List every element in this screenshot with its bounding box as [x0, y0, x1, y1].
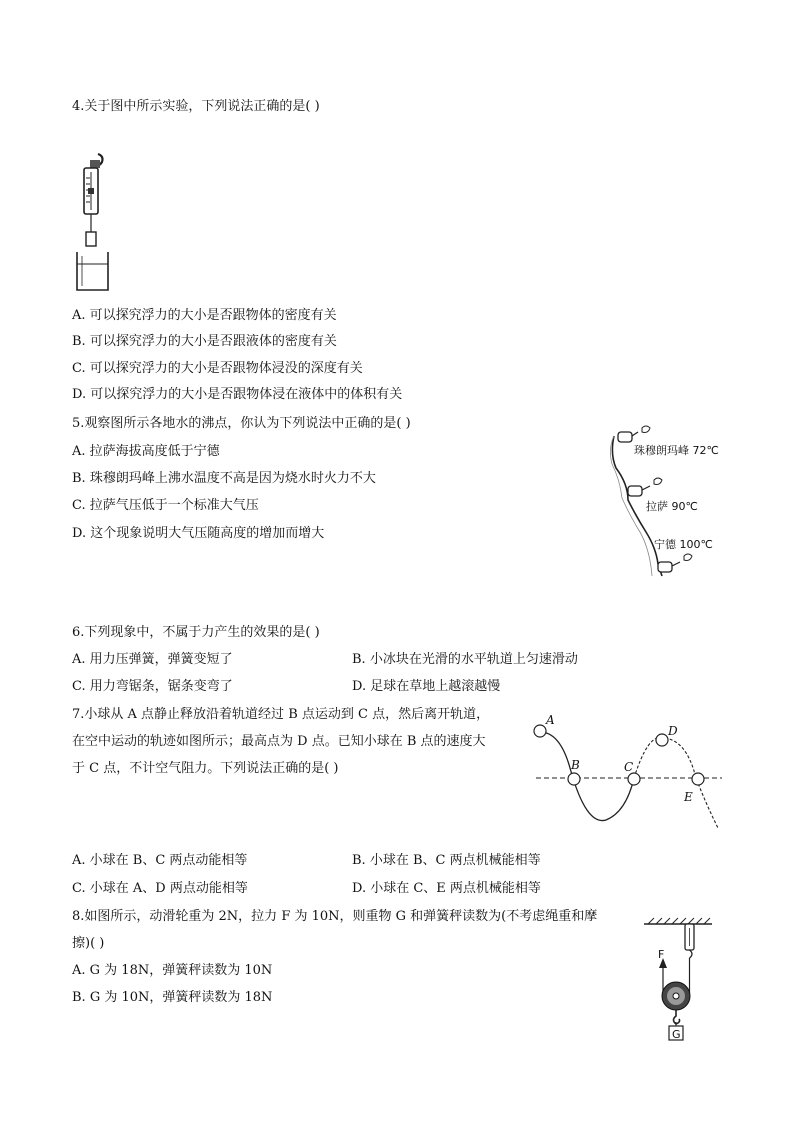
q8-option-b[interactable]: B. G 为 10N，弹簧秤读数为 18N	[72, 990, 273, 1005]
q8-option-a[interactable]: A. G 为 18N，弹簧秤读数为 10N	[72, 963, 273, 978]
q7-option-b[interactable]: B. 小球在 B、C 两点机械能相等	[352, 853, 541, 868]
q4-option-c[interactable]: C. 可以探究浮力的大小是否跟物体浸没的深度有关	[72, 361, 363, 376]
q5-option-c[interactable]: C. 拉萨气压低于一个标准大气压	[72, 498, 259, 513]
q4-option-b[interactable]: B. 可以探究浮力的大小是否跟液体的密度有关	[72, 334, 337, 349]
q7-stem-line-3: 于 C 点，不计空气阻力。下列说法正确的是( )	[72, 761, 339, 776]
q5-label-lhasa: 拉萨 90℃	[646, 500, 698, 513]
q5-option-b[interactable]: B. 珠穆朗玛峰上沸水温度不高是因为烧水时火力不大	[72, 471, 376, 486]
q6-option-d[interactable]: D. 足球在草地上越滚越慢	[352, 679, 501, 694]
q7-label-d: D	[668, 724, 678, 738]
q5-option-a[interactable]: A. 拉萨海拔高度低于宁德	[72, 444, 220, 459]
q6-option-c[interactable]: C. 用力弯锯条，锯条变弯了	[72, 679, 233, 694]
q7-label-b: B	[571, 758, 580, 772]
q5-label-everest: 珠穆朗玛峰 72℃	[634, 444, 719, 457]
q7-label-e: E	[684, 790, 693, 804]
q7-label-a: A	[546, 713, 555, 727]
q4-stem: 4.关于图中所示实验，下列说法正确的是( )	[72, 99, 320, 114]
q4-figure	[72, 148, 112, 296]
q5-label-ningde: 宁德 100℃	[654, 538, 713, 551]
q8-stem-line-2: 擦)( )	[72, 936, 105, 951]
q7-label-c: C	[624, 760, 634, 774]
q8-stem-line-1: 8.如图所示，动滑轮重为 2N，拉力 F 为 10N，则重物 G 和弹簧秤读数为(不考虑绳重和摩	[72, 909, 598, 924]
q7-option-a[interactable]: A. 小球在 B、C 两点动能相等	[72, 853, 248, 868]
q8-label-g: G	[672, 1028, 681, 1041]
q6-stem: 6.下列现象中，不属于力产生的效果的是( )	[72, 625, 320, 640]
q5-stem: 5.观察图所示各地水的沸点，你认为下列说法中正确的是( )	[72, 416, 411, 431]
q7-option-c[interactable]: C. 小球在 A、D 两点动能相等	[72, 881, 248, 896]
q6-option-a[interactable]: A. 用力压弹簧，弹簧变短了	[72, 652, 233, 667]
q8-label-f: F	[658, 948, 665, 961]
q4-option-a[interactable]: A. 可以探究浮力的大小是否跟物体的密度有关	[72, 308, 337, 323]
q4-option-d[interactable]: D. 可以探究浮力的大小是否跟物体浸在液体中的体积有关	[72, 387, 403, 402]
q7-stem-line-1: 7.小球从 A 点静止释放沿着轨道经过 B 点运动到 C 点，然后离开轨道，	[72, 707, 490, 722]
q5-option-d[interactable]: D. 这个现象说明大气压随高度的增加而增大	[72, 526, 325, 541]
q6-option-b[interactable]: B. 小冰块在光滑的水平轨道上匀速滑动	[352, 652, 578, 667]
q8-pulley-figure	[640, 914, 716, 1042]
q5-mountain-figure	[606, 424, 736, 580]
q7-stem-line-2: 在空中运动的轨迹如图所示；最高点为 D 点。已知小球在 B 点的速度大	[72, 734, 486, 749]
q7-option-d[interactable]: D. 小球在 C、E 两点机械能相等	[352, 881, 541, 896]
q7-track-figure	[530, 708, 726, 832]
